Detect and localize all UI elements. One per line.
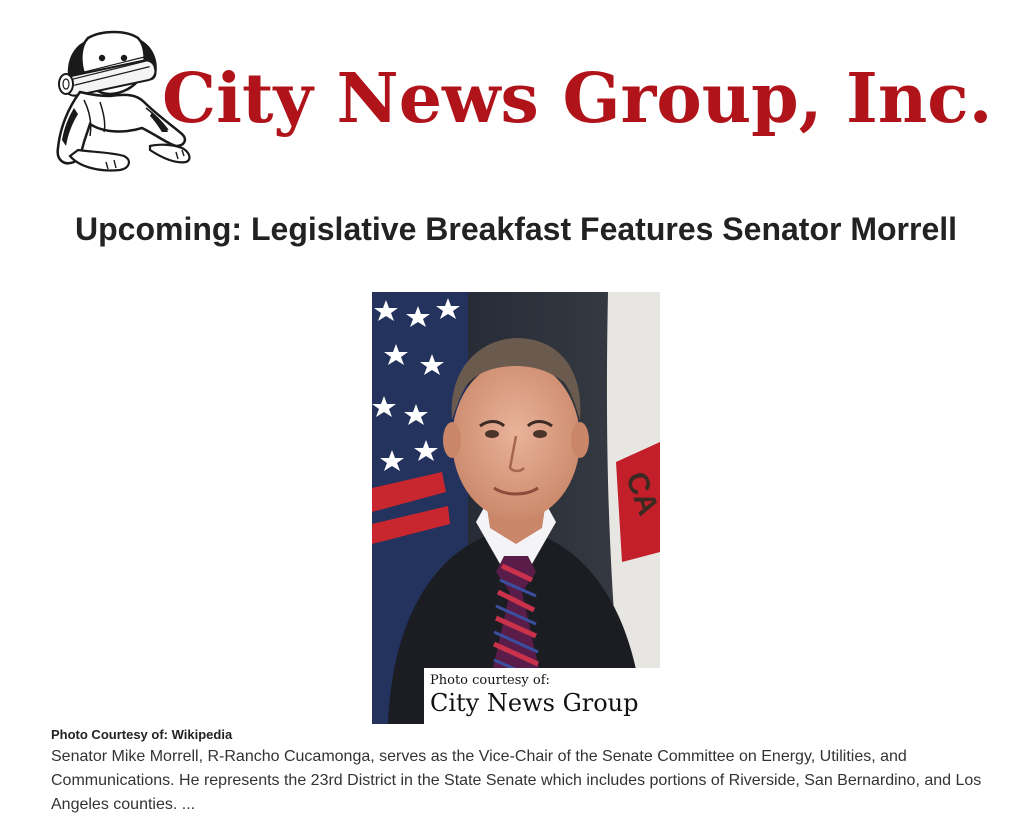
article-photo[interactable] bbox=[372, 292, 665, 724]
article-excerpt: Senator Mike Morrell, R-Rancho Cucamonga, serves as the Vice-Chair of the Senate Committee on Energy, Utilities, and Communications. He represents the 23rd District in the State Senate which includes portions of Riverside, San Bernardino, and Los Angeles counties. ... bbox=[51, 748, 982, 813]
photo-caption: Photo Courtesy of: Wikipedia bbox=[51, 727, 233, 742]
watermark-label: Photo courtesy of: bbox=[430, 673, 550, 688]
article-title[interactable]: Upcoming: Legislative Breakfast Features Senator Morrell bbox=[74, 211, 958, 247]
photo-watermark bbox=[424, 668, 660, 724]
svg-text:CA: CA bbox=[619, 467, 665, 520]
brand-name[interactable]: City News Group, Inc. bbox=[162, 59, 993, 139]
watermark-brand: City News Group bbox=[430, 689, 639, 717]
masthead bbox=[50, 28, 993, 178]
senator-portrait-image bbox=[372, 292, 665, 724]
